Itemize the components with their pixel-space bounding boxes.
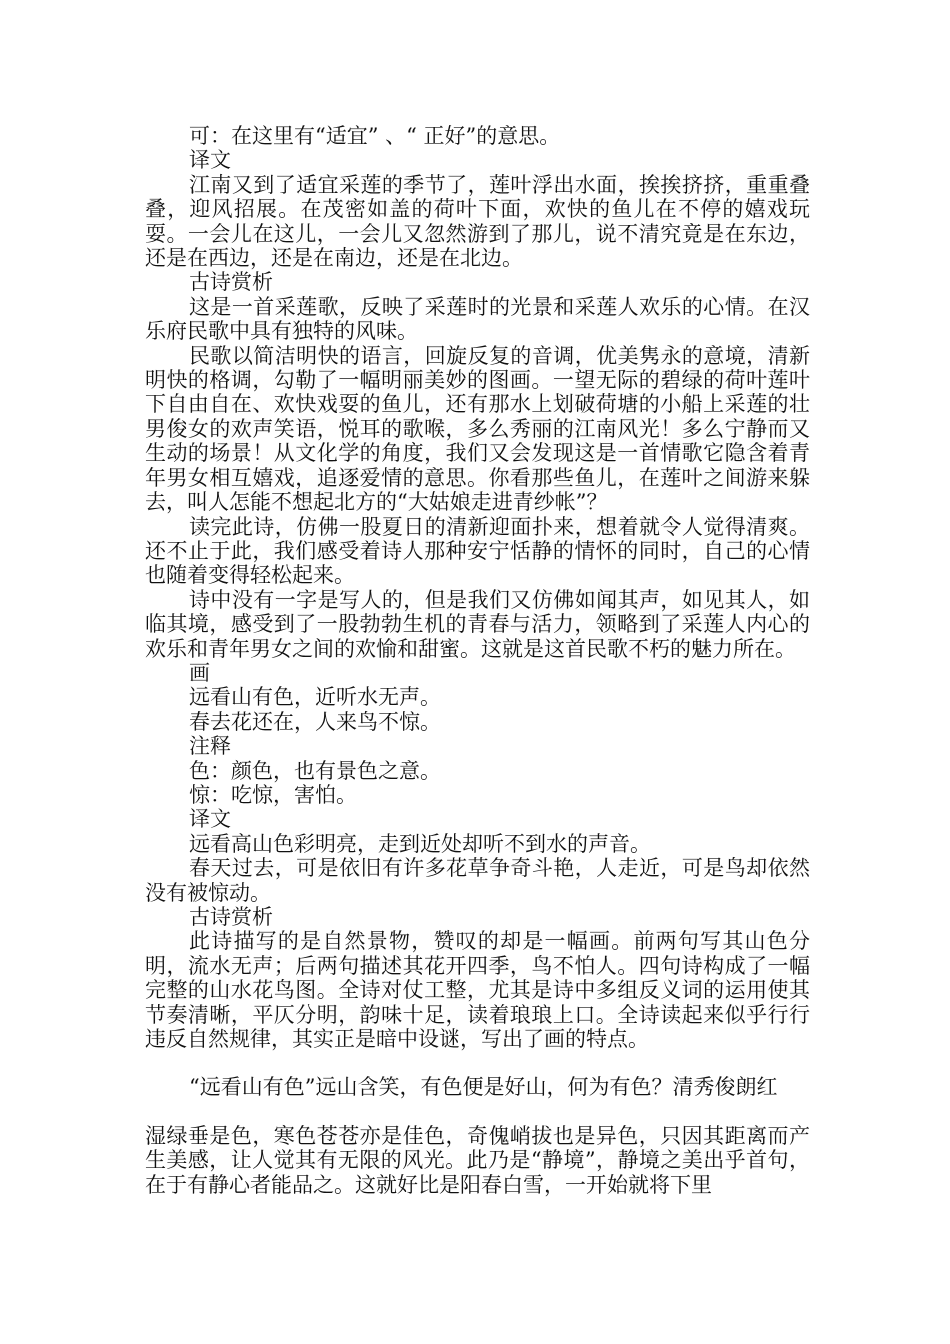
translation-paragraph: 远看高山色彩明亮，走到近处却听不到水的声音。 bbox=[189, 831, 651, 856]
section-heading-translation: 译文 bbox=[189, 807, 231, 832]
translation-paragraph: 春天过去，可是依旧有许多花草争奇斗艳，人走近，可是鸟却依然没有被惊动。 bbox=[145, 856, 810, 905]
poem-title: 画 bbox=[189, 660, 210, 685]
note-item: 惊：吃惊，害怕。 bbox=[189, 782, 357, 807]
section-heading-appreciation: 古诗赏析 bbox=[189, 270, 273, 295]
poem-line: 春去花还在，人来鸟不惊。 bbox=[189, 709, 441, 734]
section-heading-translation: 译文 bbox=[189, 148, 231, 173]
note-item: 色：颜色，也有景色之意。 bbox=[189, 758, 441, 783]
appreciation-paragraph: 读完此诗，仿佛一股夏日的清新迎面扑来，想着就令人觉得清爽。还不止于此，我们感受着诗人那种安宁恬静的情怀的同时，自己的心情也随着变得轻松起来。 bbox=[145, 514, 810, 588]
annotation-paragraph: 可：在这里有“适宜” 、“ 正好”的意思。 bbox=[189, 124, 561, 148]
document-page bbox=[145, 124, 810, 1197]
appreciation-paragraph: 诗中没有一字是写人的，但是我们又仿佛如闻其声，如见其人，如临其境，感受到了一股勃勃生机的青春与活力，领略到了采莲人内心的欢乐和青年男女之间的欢愉和甜蜜。这就是这首民歌不朽的魅力所在。 bbox=[145, 587, 810, 661]
appreciation-paragraph: 湿绿垂是色，寒色苍苍亦是佳色，奇傀峭拔也是异色，只因其距离而产生美感，让人觉其有无限的风光。此乃是“静境”，静境之美出乎首句，在于有静心者能品之。这就好比是阳春白雪，一开始就将下里 bbox=[145, 1123, 810, 1197]
section-heading-appreciation: 古诗赏析 bbox=[189, 905, 273, 929]
section-heading-notes: 注释 bbox=[189, 734, 231, 759]
appreciation-paragraph: 这是一首采莲歌，反映了采莲时的光景和采莲人欢乐的心情。在汉乐府民歌中具有独特的风味。 bbox=[145, 294, 810, 344]
appreciation-paragraph: 此诗描写的是自然景物，赞叹的却是一幅画。前两句写其山色分明，流水无声；后两句描述其花开四季，鸟不怕人。四句诗构成了一幅完整的山水花鸟图。全诗对仗工整，尤其是诗中多组反义词的运用使其节奏清晰，平仄分明，韵味十足，读着琅琅上口。全诗读起来似乎行行违反自然规律，其实正是暗中设谜，写出了画的特点。 bbox=[145, 929, 810, 1052]
poem-line: 远看山有色，近听水无声。 bbox=[189, 685, 441, 710]
appreciation-paragraph: 民歌以简洁明快的语言，回旋反复的音调，优美隽永的意境，清新明快的格调，勾勒了一幅明丽美妙的图画。一望无际的碧绿的荷叶莲叶下自由自在、欢快戏耍的鱼儿，还有那水上划破荷塘的小船上采莲的壮男俊女的欢声笑语，悦耳的歌喉，多么秀丽的江南风光！多么宁静而又生动的场景！从文化学的角度，我们又会发现这是一首情歌它隐含着青年男女相互嬉戏，追逐爱情的意思。你看那些鱼儿，在莲叶之间游来躲去，叫人怎能不想起北方的“大姑娘走进青纱帐”？ bbox=[145, 343, 810, 515]
appreciation-paragraph: “远看山有色”远山含笑，有色便是好山，何为有色？清秀俊朗红 bbox=[189, 1075, 778, 1100]
translation-paragraph: 江南又到了适宜采莲的季节了，莲叶浮出水面，挨挨挤挤，重重叠叠，迎风招展。在茂密如盖的荷叶下面，欢快的鱼儿在不停的嬉戏玩耍。一会儿在这儿，一会儿又忽然游到了那儿，说不清究竟是在东边，还是在西边，还是在南边，还是在北边。 bbox=[145, 172, 810, 271]
